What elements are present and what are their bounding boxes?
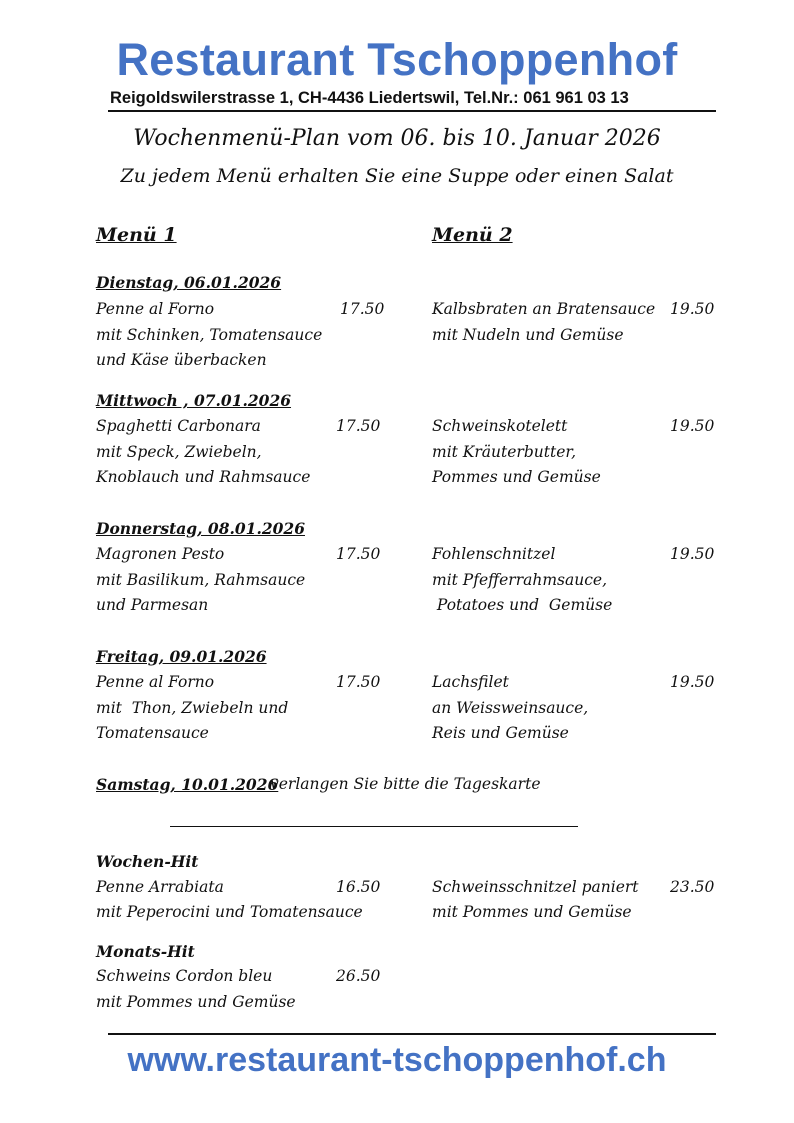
wochen-hit-item1-line1: Penne Arrabiata [96,878,224,896]
thursday-menu2-price: 19.50 [670,545,715,563]
monats-hit-label: Monats-Hit [96,942,195,961]
day-label-thursday: Donnerstag, 08.01.2026 [96,519,305,538]
footer-divider [108,1033,716,1035]
plan-title: Wochenmenü-Plan vom 06. bis 10. Januar 2026 [133,126,661,151]
thursday-menu2-line1: Fohlenschnitzel [432,545,556,563]
monats-hit-item1-line1: Schweins Cordon bleu [96,967,273,985]
thursday-menu1-line3: und Parmesan [96,596,209,614]
wednesday-menu2-line2: mit Kräuterbutter, [432,443,577,461]
wochen-hit-item1-price: 16.50 [336,878,381,896]
wochen-hit-item1-line2: mit Peperocini und Tomatensauce [96,903,363,921]
wednesday-menu1-line3: Knoblauch und Rahmsauce [96,468,311,486]
thursday-menu1-line2: mit Basilikum, Rahmsauce [96,571,306,589]
thursday-menu1-price: 17.50 [336,545,381,563]
friday-menu1-line2: mit Thon, Zwiebeln und [96,699,289,717]
wochen-hit-label: Wochen-Hit [96,852,199,871]
section-divider [170,826,578,827]
tuesday-menu2-line2: mit Nudeln und Gemüse [432,326,624,344]
friday-menu1-line3: Tomatensauce [96,724,209,742]
tuesday-menu1-line1: Penne al Forno [96,300,215,318]
menu1-heading: Menü 1 [96,224,177,246]
monats-hit-item1-line2: mit Pommes und Gemüse [96,993,296,1011]
friday-menu2-line1: Lachsfilet [432,673,509,691]
wochen-hit-item2-price: 23.50 [670,878,715,896]
wednesday-menu2-line3: Pommes und Gemüse [432,468,601,486]
wednesday-menu2-price: 19.50 [670,417,715,435]
friday-menu2-line3: Reis und Gemüse [432,724,569,742]
tuesday-menu1-line3: und Käse überbacken [96,351,267,369]
wednesday-menu1-line2: mit Speck, Zwiebeln, [96,443,262,461]
plan-subtitle: Zu jedem Menü erhalten Sie eine Suppe oder einen Salat [120,165,674,187]
tuesday-menu2-line1: Kalbsbraten an Bratensauce [432,300,656,318]
address-line: Reigoldswilerstrasse 1, CH-4436 Liedertswil, Tel.Nr.: 061 961 03 13 [110,89,629,107]
thursday-menu2-line2: mit Pfefferrahmsauce, [432,571,608,589]
menu2-heading: Menü 2 [432,224,513,246]
day-label-tuesday: Dienstag, 06.01.2026 [96,273,282,292]
wednesday-menu1-line1: Spaghetti Carbonara [96,417,261,435]
thursday-menu2-line3: Potatoes und Gemüse [432,596,613,614]
saturday-note: verlangen Sie bitte die Tageskarte [270,775,541,793]
header-divider [108,110,716,112]
day-label-saturday: Samstag, 10.01.2026 [96,775,279,794]
wednesday-menu2-line1: Schweinskotelett [432,417,568,435]
monats-hit-item1-price: 26.50 [336,967,381,985]
wochen-hit-item2-line2: mit Pommes und Gemüse [432,903,632,921]
wochen-hit-item2-line1: Schweinsschnitzel paniert [432,878,639,896]
day-label-friday: Freitag, 09.01.2026 [96,647,267,666]
restaurant-name: Restaurant Tschoppenhof [116,34,678,85]
thursday-menu1-line1: Magronen Pesto [96,545,225,563]
friday-menu1-price: 17.50 [336,673,381,691]
friday-menu2-price: 19.50 [670,673,715,691]
wednesday-menu1-price: 17.50 [336,417,381,435]
tuesday-menu1-price: 17.50 [340,300,385,318]
website-link[interactable]: www.restaurant-tschoppenhof.ch [127,1041,667,1079]
day-label-wednesday: Mittwoch , 07.01.2026 [96,391,292,410]
tuesday-menu2-price: 19.50 [670,300,715,318]
friday-menu2-line2: an Weissweinsauce, [432,699,589,717]
friday-menu1-line1: Penne al Forno [96,673,215,691]
tuesday-menu1-line2: mit Schinken, Tomatensauce [96,326,323,344]
